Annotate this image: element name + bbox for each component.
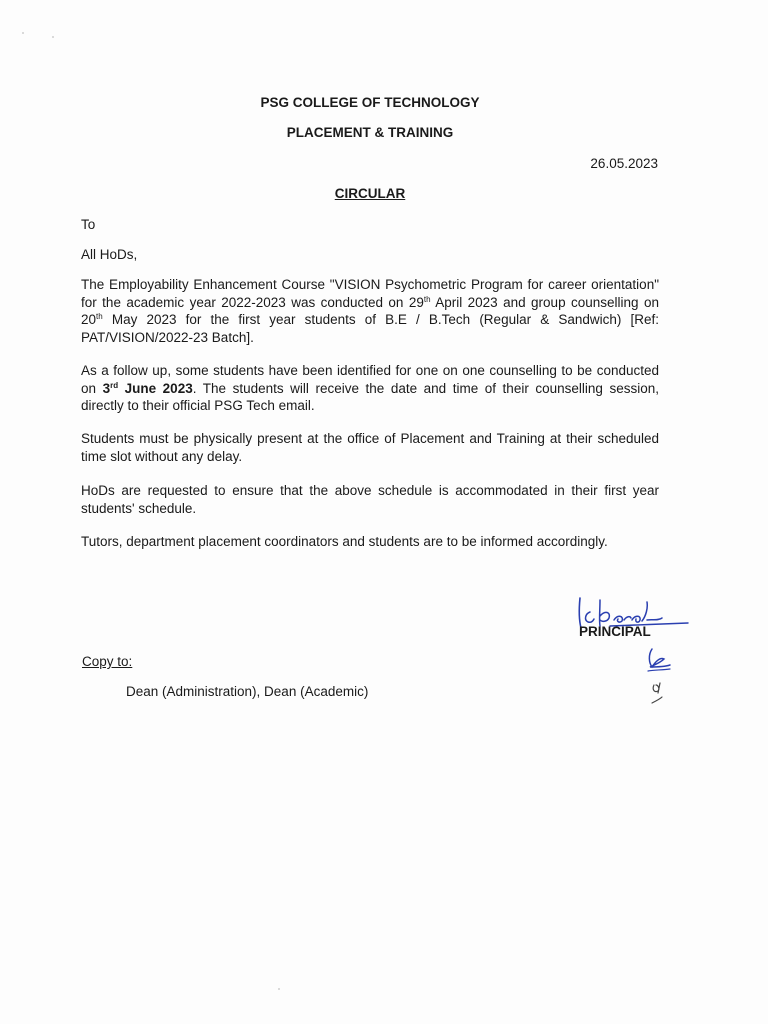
- paragraph-attendance: Students must be physically present at the office of Placement and Training at their scheduled time slot without any delay.: [81, 431, 659, 464]
- copy-to-label: Copy to:: [82, 654, 133, 669]
- salutation-recipient: All HoDs,: [81, 247, 138, 262]
- p1-sup-b: th: [96, 312, 103, 321]
- p2-text-a: As a follow up, some students have been identified for one on one counselling to be conducted on: [81, 363, 659, 396]
- p1-sup-a: th: [423, 294, 431, 304]
- p2-bold-day: 3: [102, 380, 111, 396]
- p2-bold-sup: rd: [110, 380, 119, 390]
- scan-speck: [278, 988, 280, 990]
- initials-mark: [640, 645, 676, 707]
- paragraph-inform: Tutors, department placement coordinators and students are to be informed accordingly.: [81, 534, 608, 549]
- p2-bold-date: [103, 381, 193, 396]
- paragraph-course-details: [81, 276, 659, 346]
- copy-recipients: Dean (Administration), Dean (Academic): [126, 684, 369, 699]
- p2-bold-rest: June 2023: [118, 380, 193, 396]
- salutation-to: To: [81, 217, 96, 232]
- paragraph-counselling-schedule: [81, 362, 659, 415]
- paragraph-hod-request: HoDs are requested to ensure that the above schedule is accommodated in their first year students' schedule.: [81, 483, 659, 516]
- p1-text-a: The Employability Enhancement Course "VISION Psychometric Program for career orientation" for the academic year 2022-2023 was conducted on 29: [81, 277, 659, 310]
- document-title: CIRCULAR: [334, 186, 406, 201]
- circular-date: 26.05.2023: [590, 156, 658, 171]
- p2-text-b: . The students will receive the date and time of their counselling session, directly to their official PSG Tech email.: [81, 380, 659, 413]
- scan-speck: [22, 32, 24, 34]
- scan-speck: [52, 36, 54, 38]
- p1-text-b: April 2023 and group counselling on 20: [81, 294, 659, 327]
- department-name: PLACEMENT & TRAINING: [286, 125, 454, 140]
- principal-title: PRINCIPAL: [579, 624, 651, 639]
- institution-name: PSG COLLEGE OF TECHNOLOGY: [260, 95, 480, 110]
- p1-text-c: May 2023 for the first year students of B.E / B.Tech (Regular & Sandwich) [Ref: PAT/VISION/2022-23 Batch].: [81, 312, 659, 345]
